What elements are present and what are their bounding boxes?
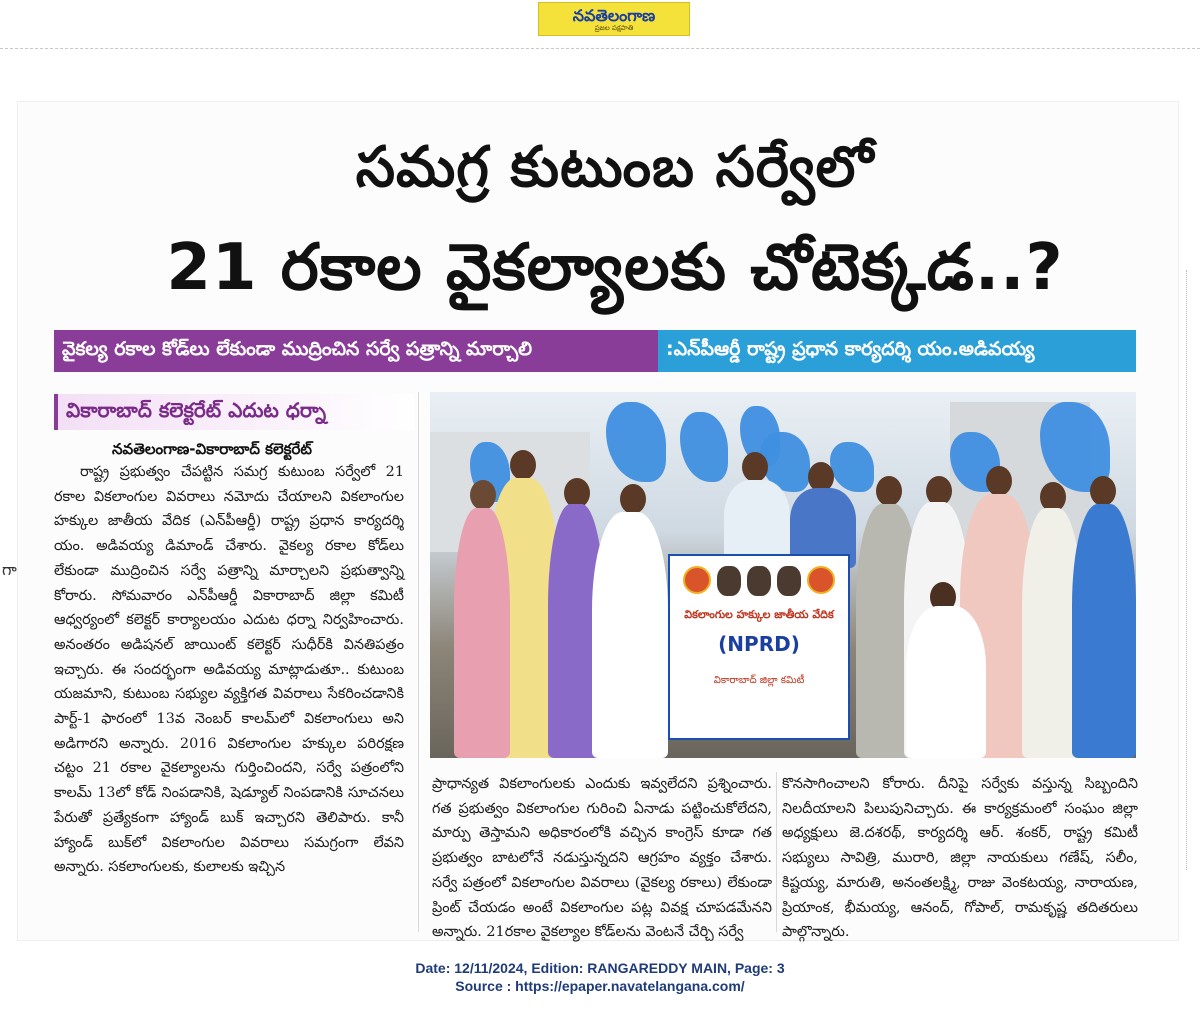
article-kicker: వికారాబాద్ కలెక్టరేట్ ఎదుట ధర్నా <box>54 394 414 430</box>
banner-text-abbr: (NPRD) <box>718 632 800 656</box>
footer-source-link[interactable]: Source : https://epaper.navatelangana.com/ <box>455 978 745 994</box>
headline-line-1: సమగ్ర కుటుంబ సర్వేలో <box>355 135 875 200</box>
portrait-icon <box>777 566 801 596</box>
article-dateline: నవతెలంగాణ-వికారాబాద్ కలెక్టరేట్ <box>112 440 312 458</box>
person-head <box>1090 476 1116 506</box>
person-shape <box>906 606 986 758</box>
portrait-icon <box>747 566 771 596</box>
person-shape <box>592 512 668 758</box>
flag-shape <box>830 442 874 492</box>
headline-line-2: 21 రకాల వైకల్యాలకు చోటెక్కడ..? <box>166 231 1064 305</box>
right-edge-divider <box>1186 270 1197 870</box>
top-divider <box>0 48 1200 49</box>
masthead-tagline: ప్రజల పక్షపాతి <box>594 23 634 32</box>
portrait-icon <box>717 566 741 596</box>
protest-photo <box>430 392 1136 758</box>
protest-banner <box>668 554 850 740</box>
flag-shape <box>680 412 728 482</box>
article-column-1: రాష్ట్ర ప్రభుత్వం చేపట్టిన సమగ్ర కుటుంబ సర్వేలో 21 రకాల వికలాంగుల వివరాలు నమోదు చేయాలని వికలాంగుల హక్కుల జాతీయ వేదిక (ఎన్‌పీఆర్డీ) రాష్ట్ర ప్రధాన కార్యదర్శి యం. అడివయ్య డిమాండ్ చేశారు. వైకల్య రకాల కోడ్‌లు లేకుండా ముద్రించిన సర్వే పత్రాన్ని మార్చాలని ప్రభుత్వాన్ని కోరారు. సోమవారం ఎన్‌పీఆర్డీ వికారాబాద్ జిల్లా కమిటీ ఆధ్వర్యంలో కలెక్టర్ కార్యాలయం ఎదుట ధర్నా నిర్వహించారు. అనంతరం అడిషనల్ జాయింట్ కలెక్టర్ సుధీర్‌కి వినతిపత్రం ఇచ్చారు. ఈ సందర్భంగా అడివయ్య మాట్లాడుతూ.. కుటుంబ యజమాని, కుటుంబ సభ్యుల వ్యక్తిగత వివరాలు సేకరించడానికి పార్ట్-1 ఫారంలో 13వ నెంబర్ కాలమ్‌లో వికలాంగులు అని అడిగారని అన్నారు. 2016 వికలాంగుల హక్కుల పరిరక్షణ చట్టం 21 రకాల వైకల్యాలను గుర్తించిందని, సర్వే పత్రంలోని కాలమ్ 13లో కోడ్ నింపడానికి, షెడ్యూల్ నింపడానికి సూచనలు పేరుతో ప్రత్యేకంగా హ్యాండ్ బుక్ ఇచ్చారని తెలిపారు. కానీ హ్యాండ్ బుక్‌లో వికలాంగుల వివరాలు సమగ్రంగా లేవని అన్నారు. సకలాంగులకు, కులాలకు ఇచ్చిన <box>54 464 404 876</box>
article-column-2: ప్రాధాన్యత వికలాంగులకు ఎందుకు ఇవ్వలేదని ప్రశ్నించారు. గత ప్రభుత్వం వికలాంగుల గురించి ఏనాడు పట్టించుకోలేదని, మార్పు తెస్తామని అధికారంలోకి వచ్చిన కాంగ్రెస్ కూడా గత ప్రభుత్వం బాటలోనే నడుస్తున్నదని ఆగ్రహం వ్యక్తం చేశారు. సర్వే పత్రంలో వికలాంగుల వివరాలు (వైకల్య రకాలు) లేకుండా ప్రింట్ చేయడం అంటే వికలాంగుల పట్ల వివక్ష చూపడమేనని అన్నారు. 21రకాల వైకల్యాల కోడ్‌లను వెంటనే చేర్చి సర్వే <box>432 776 772 941</box>
person-head <box>620 484 646 514</box>
masthead-logo <box>538 2 690 36</box>
banner-text-org: వికలాంగుల హక్కుల జాతీయ వేదిక <box>684 608 834 621</box>
left-edge-fragment: గా <box>2 560 17 579</box>
banner-emblems <box>683 566 835 596</box>
person-head <box>876 476 902 506</box>
banner-text-district: వికారాబాద్ జిల్లా కమిటీ <box>713 675 805 686</box>
masthead-title: నవతెలంగాణ <box>572 5 656 25</box>
flag-shape <box>606 402 666 482</box>
emblem-icon <box>683 566 711 594</box>
column-divider <box>776 772 777 932</box>
subheadline-banner <box>54 330 1136 372</box>
emblem-icon <box>807 566 835 594</box>
person-head <box>742 452 768 482</box>
subheadline-right: :ఎన్‌పీఆర్డీ రాష్ట్ర ప్రధాన కార్యదర్శి యం.అడివయ్య <box>658 330 1136 372</box>
person-head <box>510 450 536 480</box>
person-head <box>470 480 496 510</box>
person-shape <box>454 508 510 758</box>
person-shape <box>1072 504 1136 758</box>
person-head <box>986 466 1012 496</box>
subheadline-left: వైకల్య రకాల కోడ్‌లు లేకుండా ముద్రించిన సర్వే పత్రాన్ని మార్చాలి <box>54 330 658 372</box>
footer-date-line: Date: 12/11/2024, Edition: RANGAREDDY MAIN, Page: 3 <box>415 960 785 976</box>
article-column-3: కొనసాగించాలని కోరారు. దీనిపై సర్వేకు వస్తున్న సిబ్బందిని నిలదీయాలని పిలుపునిచ్చారు. ఈ కార్యక్రమంలో సంఘం జిల్లా అధ్యక్షులు జె.దశరథ్, కార్యదర్శి ఆర్. శంకర్, రాష్ట్ర కమిటీ సభ్యులు సావిత్రి, మురారి, జిల్లా నాయకులు గణేష్, సలీం, కిష్టయ్య, మారుతి, అనంతలక్ష్మి, రాజు వెంకటయ్య, నారాయణ, ప్రియాంక, భీమయ్య, ఆనంద్, గోపాల్, రామకృష్ణ తదితరులు పాల్గొన్నారు. <box>782 776 1138 941</box>
column-divider <box>418 392 419 932</box>
